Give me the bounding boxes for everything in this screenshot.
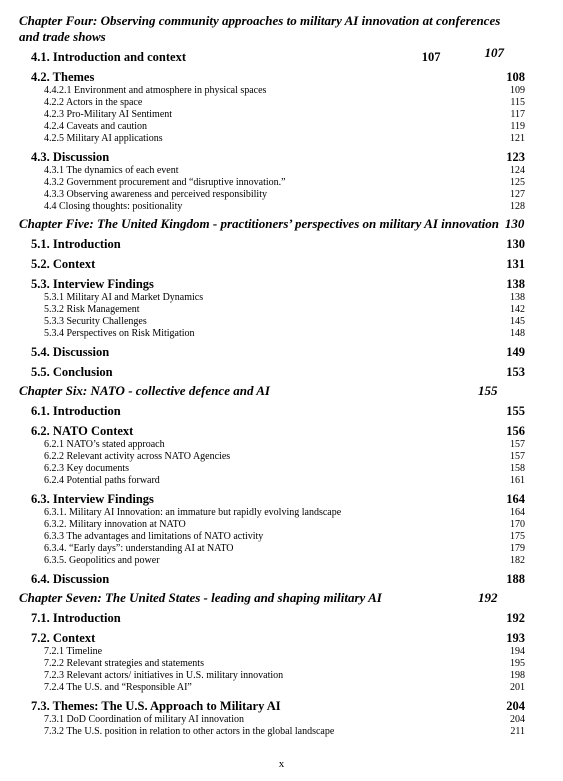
subsection-title: 5.3.1 Military AI and Market Dynamics — [44, 292, 204, 303]
section-title: 4.3. Discussion — [31, 150, 110, 164]
section-title: 5.4. Discussion — [31, 345, 110, 359]
toc-subsection-entry[interactable] — [0, 85, 563, 97]
toc-subsection-entry[interactable] — [0, 463, 563, 475]
subsection-title: 4.2.4 Caveats and caution — [44, 121, 148, 132]
toc-section-entry[interactable] — [0, 571, 563, 587]
chapter-page-number: 192 — [478, 590, 498, 605]
section-title: 6.3. Interview Findings — [31, 492, 154, 506]
subsection-title: 6.3.2. Military innovation at NATO — [44, 519, 186, 530]
subsection-page-number: 117 — [510, 109, 525, 120]
chapter-title: Chapter Four: Observing community approaches to military AI innovation at conferences and trade shows — [19, 13, 501, 44]
subsection-title: 6.2.4 Potential paths forward — [44, 475, 160, 486]
toc-subsection-entry[interactable] — [0, 165, 563, 177]
toc-subsection-entry[interactable] — [0, 519, 563, 531]
subsection-title: 4.3.1 The dynamics of each event — [44, 165, 179, 176]
toc-subsection-entry[interactable] — [0, 292, 563, 304]
subsection-title: 5.3.2 Risk Management — [44, 304, 140, 315]
toc-subsection-entry[interactable] — [0, 121, 563, 133]
subsection-page-number: 128 — [510, 201, 525, 212]
toc-section-entry[interactable] — [0, 630, 563, 646]
subsection-title: 5.3.4 Perspectives on Risk Mitigation — [44, 328, 195, 339]
section-page-number: 138 — [506, 277, 525, 291]
section-page-number: 123 — [506, 150, 525, 164]
subsection-title: 6.2.2 Relevant activity across NATO Agencies — [44, 451, 231, 462]
subsection-page-number: 211 — [510, 726, 525, 737]
subsection-title: 6.3.1. Military AI Innovation: an immature but rapidly evolving landscape — [44, 507, 342, 518]
table-of-contents — [0, 10, 563, 740]
section-title: 4.1. Introduction and context — [31, 50, 186, 64]
section-page-number: 107 — [421, 50, 441, 64]
toc-subsection-entry[interactable] — [0, 682, 563, 694]
subsection-title: 5.3.3 Security Challenges — [44, 316, 147, 327]
subsection-list — [0, 165, 563, 213]
section-title: 7.2. Context — [31, 631, 96, 645]
toc-subsection-entry[interactable] — [0, 328, 563, 340]
toc-subsection-entry[interactable] — [0, 177, 563, 189]
subsection-title: 6.2.1 NATO’s stated approach — [44, 439, 165, 450]
toc-subsection-entry[interactable] — [0, 133, 563, 145]
section-page-number: 149 — [506, 345, 525, 359]
subsection-list — [0, 85, 563, 145]
toc-subsection-entry[interactable] — [0, 439, 563, 451]
chapter-title: Chapter Six: NATO - collective defence and AI — [19, 383, 270, 398]
subsection-page-number: 157 — [510, 439, 525, 450]
section-title: 4.2. Themes — [31, 70, 95, 84]
subsection-list — [0, 507, 563, 567]
subsection-page-number: 194 — [510, 646, 525, 657]
toc-section-entry[interactable] — [0, 403, 563, 419]
toc-subsection-entry[interactable] — [0, 316, 563, 328]
subsection-title: 4.2.3 Pro-Military AI Sentiment — [44, 109, 173, 120]
toc-subsection-entry[interactable] — [0, 555, 563, 567]
subsection-page-number: 109 — [510, 85, 525, 96]
subsection-page-number: 182 — [510, 555, 525, 566]
subsection-list — [0, 714, 563, 738]
toc-chapter-entry[interactable] — [0, 383, 520, 399]
subsection-page-number: 125 — [510, 177, 525, 188]
subsection-page-number: 124 — [510, 165, 525, 176]
subsection-title: 6.2.3 Key documents — [44, 463, 129, 474]
section-title: 7.3. Themes: The U.S. Approach to Military AI — [31, 699, 281, 713]
subsection-title: 4.4.2.1 Environment and atmosphere in physical spaces — [44, 85, 267, 96]
section-title: 6.4. Discussion — [31, 572, 110, 586]
subsection-page-number: 115 — [510, 97, 525, 108]
toc-section-entry[interactable] — [0, 610, 563, 626]
toc-subsection-entry[interactable] — [0, 646, 563, 658]
subsection-page-number: 148 — [510, 328, 525, 339]
chapter-page-number: 107 — [484, 45, 504, 60]
chapter-title: Chapter Five: The United Kingdom - practitioners’ perspectives on military AI innovation — [19, 216, 499, 231]
section-title: 5.3. Interview Findings — [31, 277, 154, 291]
subsection-page-number: 175 — [510, 531, 525, 542]
toc-subsection-entry[interactable] — [0, 543, 563, 555]
subsection-list — [0, 439, 563, 487]
subsection-title: 7.3.1 DoD Coordination of military AI innovation — [44, 714, 244, 725]
subsection-title: 4.2.5 Military AI applications — [44, 133, 163, 144]
toc-subsection-entry[interactable] — [0, 304, 563, 316]
section-title: 6.2. NATO Context — [31, 424, 134, 438]
toc-section-entry[interactable] — [0, 49, 479, 65]
toc-subsection-entry[interactable] — [0, 658, 563, 670]
subsection-page-number: 170 — [510, 519, 525, 530]
subsection-page-number: 201 — [510, 682, 525, 693]
toc-chapter-entry[interactable] — [0, 216, 545, 232]
section-title: 5.2. Context — [31, 257, 96, 271]
subsection-title: 4.2.2 Actors in the space — [44, 97, 143, 108]
section-page-number: 155 — [506, 404, 525, 418]
toc-subsection-entry[interactable] — [0, 189, 563, 201]
toc-subsection-entry[interactable] — [0, 726, 563, 738]
toc-subsection-entry[interactable] — [0, 109, 563, 121]
chapter-title: Chapter Seven: The United States - leading and shaping military AI — [19, 590, 382, 605]
toc-subsection-entry[interactable] — [0, 451, 563, 463]
section-page-number: 164 — [506, 492, 525, 506]
subsection-page-number: 127 — [510, 189, 525, 200]
chapter-page-number: 155 — [478, 383, 498, 398]
subsection-page-number: 164 — [510, 507, 525, 518]
section-title: 7.1. Introduction — [31, 611, 121, 625]
toc-section-entry[interactable] — [0, 364, 563, 380]
subsection-page-number: 157 — [510, 451, 525, 462]
toc-subsection-entry[interactable] — [0, 507, 563, 519]
subsection-list — [0, 646, 563, 694]
toc-subsection-entry[interactable] — [0, 97, 563, 109]
toc-section-entry[interactable] — [0, 256, 563, 272]
subsection-title: 7.2.3 Relevant actors/ initiatives in U.S. military innovation — [44, 670, 284, 681]
toc-subsection-entry[interactable] — [0, 475, 563, 487]
subsection-page-number: 158 — [510, 463, 525, 474]
section-page-number: 193 — [506, 631, 525, 645]
subsection-page-number: 138 — [510, 292, 525, 303]
section-page-number: 188 — [506, 572, 525, 586]
toc-section-entry[interactable] — [0, 344, 563, 360]
toc-chapter-entry[interactable] — [0, 590, 520, 606]
toc-section-entry[interactable] — [0, 236, 563, 252]
toc-section-entry[interactable] — [0, 423, 563, 439]
subsection-page-number: 161 — [510, 475, 525, 486]
subsection-title: 4.4 Closing thoughts: positionality — [44, 201, 183, 212]
subsection-list — [0, 292, 563, 340]
subsection-title: 7.2.4 The U.S. and “Responsible AI” — [44, 682, 192, 693]
subsection-title: 7.3.2 The U.S. position in relation to other actors in the global landscape — [44, 726, 335, 737]
subsection-page-number: 145 — [510, 316, 525, 327]
page-number-footer: x — [278, 758, 285, 770]
subsection-title: 6.3.3 The advantages and limitations of NATO activity — [44, 531, 264, 542]
toc-subsection-entry[interactable] — [0, 670, 563, 682]
toc-section-entry[interactable] — [0, 698, 563, 714]
toc-subsection-entry[interactable] — [0, 201, 563, 213]
toc-subsection-entry[interactable] — [0, 714, 563, 726]
section-page-number: 108 — [506, 70, 525, 84]
subsection-page-number: 121 — [510, 133, 525, 144]
section-page-number: 131 — [506, 257, 525, 271]
toc-section-entry[interactable] — [0, 69, 563, 85]
chapter-page-number: 130 — [504, 216, 525, 231]
section-title: 5.5. Conclusion — [31, 365, 113, 379]
section-page-number: 130 — [506, 237, 525, 251]
section-title: 5.1. Introduction — [31, 237, 121, 251]
section-page-number: 192 — [506, 611, 525, 625]
subsection-title: 7.2.2 Relevant strategies and statements — [44, 658, 204, 669]
subsection-page-number: 198 — [510, 670, 525, 681]
subsection-title: 6.3.4. “Early days”: understanding AI at NATO — [44, 543, 234, 554]
subsection-page-number: 142 — [510, 304, 525, 315]
subsection-page-number: 179 — [510, 543, 525, 554]
section-page-number: 204 — [506, 699, 525, 713]
section-page-number: 153 — [506, 365, 525, 379]
subsection-page-number: 204 — [510, 714, 525, 725]
subsection-title: 4.3.2 Government procurement and “disruptive innovation.” — [44, 177, 286, 188]
subsection-page-number: 119 — [510, 121, 525, 132]
toc-subsection-entry[interactable] — [0, 531, 563, 543]
section-title: 6.1. Introduction — [31, 404, 121, 418]
toc-section-entry[interactable] — [0, 491, 563, 507]
subsection-page-number: 195 — [510, 658, 525, 669]
subsection-title: 6.3.5. Geopolitics and power — [44, 555, 160, 566]
subsection-title: 4.3.3 Observing awareness and perceived responsibility — [44, 189, 267, 200]
section-page-number: 156 — [506, 424, 525, 438]
subsection-title: 7.2.1 Timeline — [44, 646, 103, 657]
toc-section-entry[interactable] — [0, 149, 563, 165]
toc-section-entry[interactable] — [0, 276, 563, 292]
